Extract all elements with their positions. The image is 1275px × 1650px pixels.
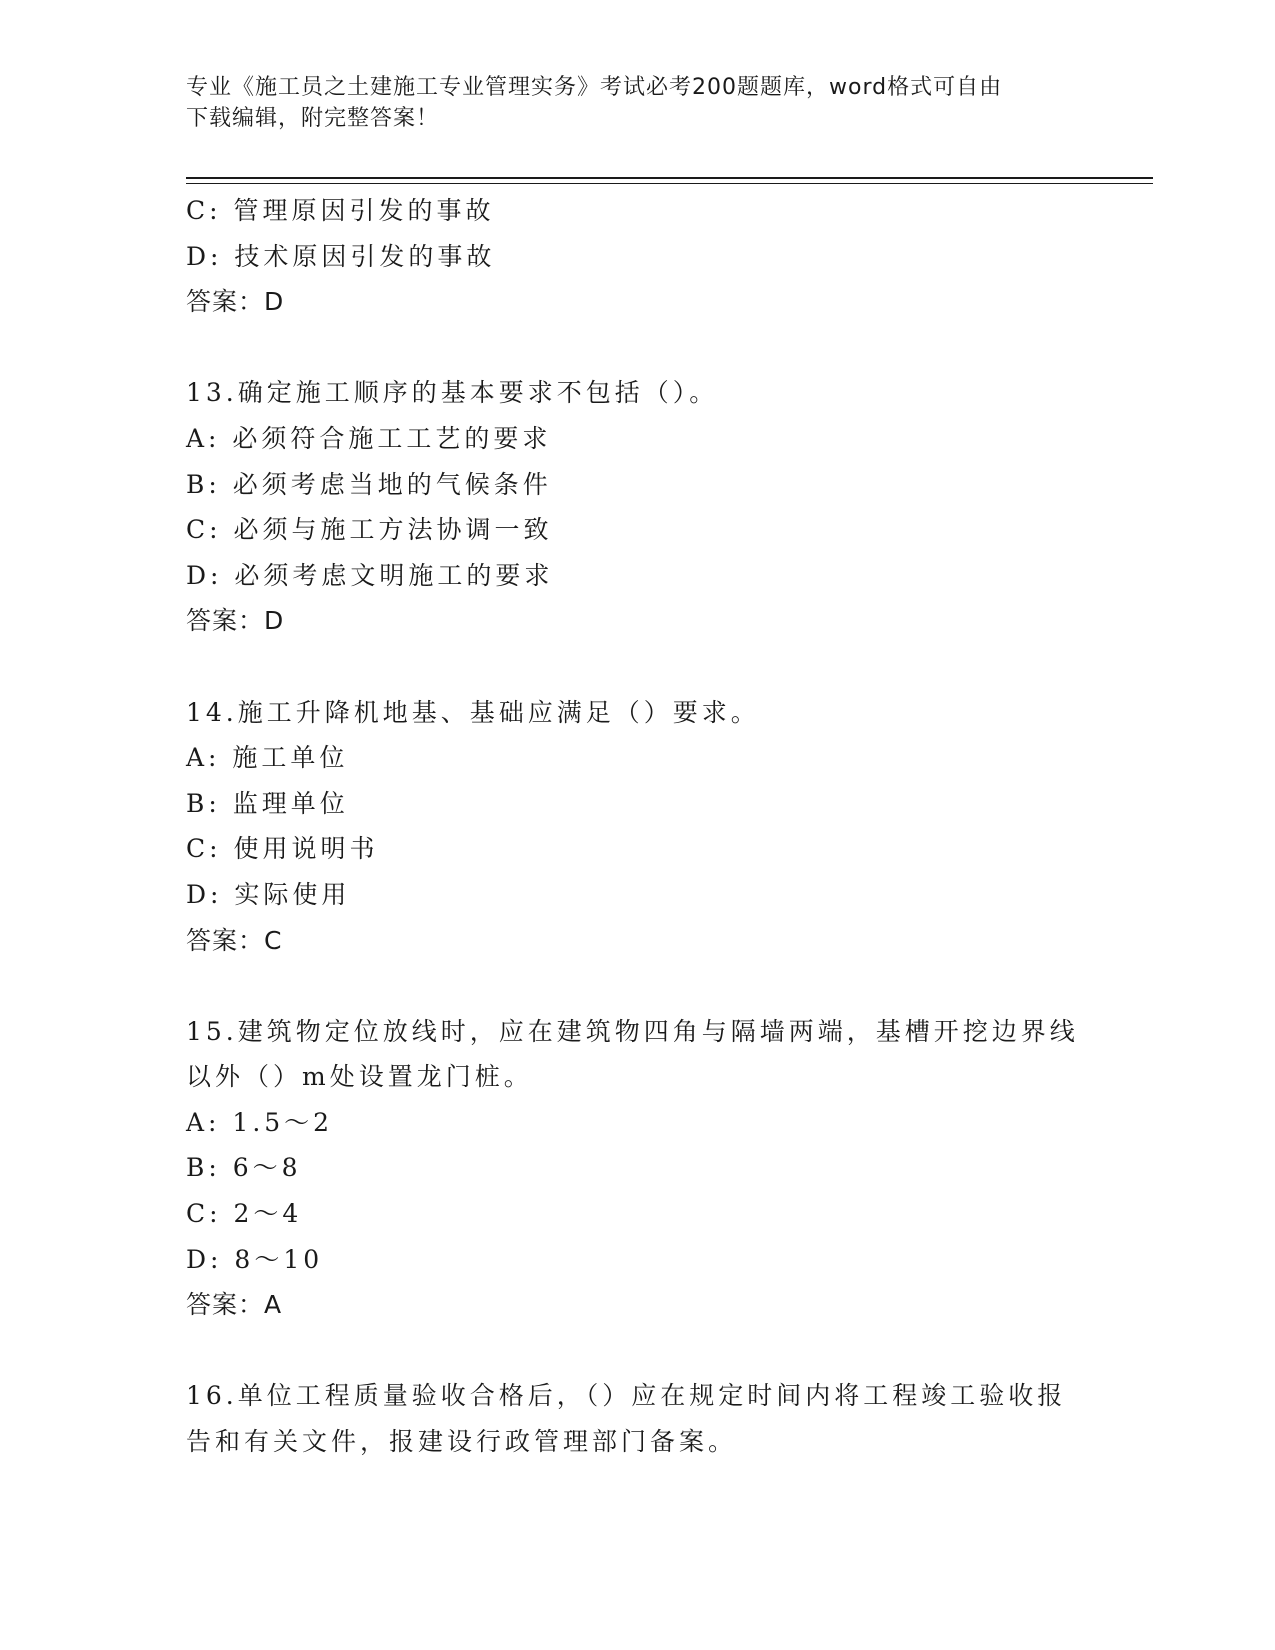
option-c: C: 2～4 [186, 1199, 303, 1229]
header-divider-thick [186, 177, 1153, 179]
question-text: 14.施工升降机地基、基础应满足（）要求。 [186, 697, 760, 727]
option-b: B: 监理单位 [186, 788, 349, 818]
question-15 [186, 1009, 1086, 1328]
question-text-line-2: 以外（）m处设置龙门桩。 [186, 1062, 533, 1092]
header-title-line-1: 专业《施工员之土建施工专业管理实务》考试必考200题题库，word格式可自由 [186, 75, 1003, 100]
option-b: B: 6～8 [186, 1153, 302, 1183]
option-c: C: 管理原因引发的事故 [186, 196, 495, 225]
spacer [186, 1328, 1086, 1374]
option-a: A: 必须符合施工工艺的要求 [186, 423, 552, 453]
question-text-line-1: 16.单位工程质量验收合格后，（）应在规定时间内将工程竣工验收报 [186, 1381, 1067, 1411]
answer-line: 答案：D [186, 287, 285, 317]
answer-line: 答案：A [186, 1290, 283, 1320]
question-text: 13.确定施工顺序的基本要求不包括（）。 [186, 378, 719, 408]
option-b: B: 必须考虑当地的气候条件 [186, 469, 552, 499]
option-d: D: 必须考虑文明施工的要求 [186, 560, 554, 590]
spacer [186, 644, 1086, 690]
answer-line: 答案：C [186, 925, 283, 955]
spacer [186, 963, 1086, 1009]
question-14 [186, 690, 1086, 964]
question-text-line-1: 15.建筑物定位放线时，应在建筑物四角与隔墙两端，基槽开挖边界线 [186, 1016, 1079, 1046]
question-text-line-2: 告和有关文件，报建设行政管理部门备案。 [186, 1427, 738, 1457]
question-16 [186, 1373, 1086, 1464]
header-divider-thin [186, 183, 1153, 184]
question-content [186, 188, 1086, 1465]
document-header [186, 72, 1086, 134]
option-a: A: 1.5～2 [186, 1107, 334, 1137]
option-d: D: 实际使用 [186, 879, 351, 909]
header-title-line-2: 下载编辑，附完整答案！ [186, 106, 440, 131]
question-13 [186, 370, 1086, 644]
option-a: A: 施工单位 [186, 743, 349, 773]
spacer [186, 325, 1086, 371]
option-c: C: 使用说明书 [186, 834, 379, 864]
option-d: D: 8～10 [186, 1244, 324, 1274]
answer-line: 答案：D [186, 606, 285, 636]
question-12-continuation [186, 188, 1086, 325]
option-d: D: 技术原因引发的事故 [186, 241, 496, 271]
option-c: C: 必须与施工方法协调一致 [186, 515, 553, 545]
